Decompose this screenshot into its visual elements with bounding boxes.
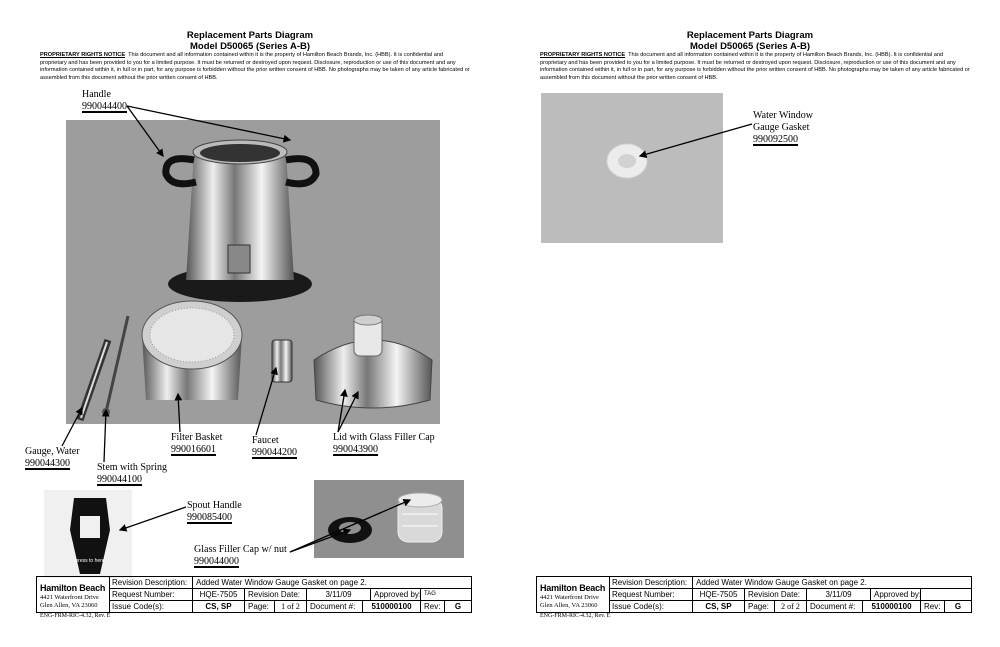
form-code: ENG-FRM-RIC-4.32, Rev. E: [40, 613, 111, 619]
part-name-line-1: Water Window: [753, 110, 813, 121]
main-parts-photo: [66, 120, 440, 424]
label-faucet: [252, 435, 297, 459]
hamilton-beach-logo: Hamilton Beach: [540, 583, 606, 593]
title-block: [536, 576, 972, 613]
request-label: Request Number:: [109, 589, 193, 600]
part-number: 990092500: [753, 134, 798, 145]
request-row: [109, 589, 471, 601]
rev-desc-label: Revision Description:: [109, 577, 193, 588]
gasket-illustration: [541, 93, 723, 243]
rev-desc-value: Added Water Window Gauge Gasket on page 2.: [196, 578, 367, 587]
doc-label: Document #:: [307, 601, 363, 612]
part-name: Filter Basket: [171, 432, 223, 443]
revision-row: [609, 577, 971, 589]
proprietary-notice: [40, 52, 470, 82]
address-line-2: Glen Allen, VA 23060: [540, 602, 598, 609]
part-name: Glass Filler Cap w/ nut: [194, 544, 287, 555]
part-number: 990044300: [25, 458, 70, 469]
form-code: ENG-FRM-RIC-4.32, Rev. E: [540, 613, 611, 619]
part-name: Lid with Glass Filler Cap: [333, 432, 435, 443]
logo-box: [537, 577, 610, 612]
rev-label: Rev:: [421, 601, 445, 612]
label-handle: [82, 89, 127, 113]
part-number: 990044000: [194, 556, 239, 567]
notice-label: PROPRIETARY RIGHTS NOTICE: [540, 52, 626, 58]
part-number: 990044100: [97, 474, 142, 485]
part-name: Gauge, Water: [25, 446, 80, 457]
page-label: Page:: [245, 601, 275, 612]
approved-label: Approved by:: [871, 589, 921, 600]
issue-label: Issue Code(s):: [109, 601, 193, 612]
proprietary-notice: [540, 52, 970, 82]
address-line-1: 4421 Waterfront Drive: [40, 594, 99, 601]
notice-text: This document and all information contained within it is the property of Hamilton Beach Brands, Inc. (HBB). It is confidential and proprietary and has been provided to you for a limited purpose. It must be returned or destroyed upon request. Disclosure, reproduction or use of this document and any information contained within it, in full or in part, for any purpose is forbidden without the prior written consent of HBB. No photographs may be taken of any article fabricated or assembled from this document without the prior written consent of HBB.: [40, 52, 470, 81]
part-number: 990044400: [82, 101, 127, 112]
page-2: [500, 0, 1000, 647]
part-name: Spout Handle: [187, 500, 242, 511]
label-spout-handle: [187, 500, 242, 524]
cap-illustration: [314, 480, 464, 558]
address-line-2: Glen Allen, VA 23060: [40, 602, 98, 609]
label-stem: [97, 462, 167, 486]
request-value: HQE-7505: [693, 589, 745, 600]
logo-box: [37, 577, 110, 612]
request-value: HQE-7505: [193, 589, 245, 600]
part-number: 990016601: [171, 444, 216, 455]
issue-row: [609, 601, 971, 612]
issue-value: CS, SP: [193, 601, 245, 612]
request-row: [609, 589, 971, 601]
notice-text: This document and all information contained within it is the property of Hamilton Beach Brands, Inc. (HBB). It is confidential and proprietary and has been provided to you for a limited purpose. It must be returned or destroyed upon request. Disclosure, reproduction or use of this document and any information contained within it, in full or in part, for any purpose is forbidden without the prior written consent of HBB. No photographs may be taken of any article fabricated or assembled from this document without the prior written consent of HBB.: [540, 52, 970, 81]
rev-desc-value: Added Water Window Gauge Gasket on page 2.: [696, 578, 867, 587]
rev-date-label: Revision Date:: [245, 589, 307, 600]
rev-date-value: 3/11/09: [307, 589, 371, 600]
model-title: Model D50065 (Series A-B): [189, 41, 311, 52]
label-gauge: [25, 446, 80, 470]
label-gasket: [753, 110, 813, 146]
revision-row: [109, 577, 471, 589]
rev-date-label: Revision Date:: [745, 589, 807, 600]
faucet-shape: [272, 340, 292, 382]
notice-label: PROPRIETARY RIGHTS NOTICE: [40, 52, 126, 58]
issue-label: Issue Code(s):: [609, 601, 693, 612]
title-block: [36, 576, 472, 613]
part-number: 990044200: [252, 447, 297, 458]
doc-value: 510000100: [863, 601, 921, 612]
doc-value: 510000100: [363, 601, 421, 612]
spout-illustration: [44, 490, 132, 578]
page-title: Replacement Parts Diagram: [186, 30, 314, 41]
hamilton-beach-logo: Hamilton Beach: [40, 583, 106, 593]
doc-label: Document #:: [807, 601, 863, 612]
approved-label: Approved by:: [371, 589, 421, 600]
filler-cap-photo: [314, 480, 464, 558]
label-filler-cap: [194, 544, 287, 568]
model-title: Model D50065 (Series A-B): [689, 41, 811, 52]
parts-illustration: [66, 120, 440, 424]
address-line-1: 4421 Waterfront Drive: [540, 594, 599, 601]
part-name: Faucet: [252, 435, 279, 446]
part-name: Handle: [82, 89, 111, 100]
approved-value: TAG: [424, 591, 436, 597]
issue-value: CS, SP: [693, 601, 745, 612]
label-filter-basket: [171, 432, 222, 456]
page-value: 2 of 2: [775, 601, 807, 612]
gasket-photo: [541, 93, 723, 243]
rev-value: G: [954, 602, 962, 611]
spout-press-text: press to here: [75, 558, 105, 564]
issue-row: [109, 601, 471, 612]
page-title: Replacement Parts Diagram: [686, 30, 814, 41]
rev-desc-label: Revision Description:: [609, 577, 693, 588]
request-label: Request Number:: [609, 589, 693, 600]
page-label: Page:: [745, 601, 775, 612]
page-value: 1 of 2: [275, 601, 307, 612]
rev-date-value: 3/11/09: [807, 589, 871, 600]
rev-label: Rev:: [921, 601, 945, 612]
part-number: 990085400: [187, 512, 232, 523]
approved-value: [921, 589, 971, 600]
label-lid: [333, 432, 435, 456]
part-name: Stem with Spring: [97, 462, 168, 473]
part-number: 990043900: [333, 444, 378, 455]
spout-handle-photo: [44, 490, 132, 578]
rev-value: G: [454, 602, 462, 611]
part-name-line-2: Gauge Gasket: [753, 122, 810, 133]
